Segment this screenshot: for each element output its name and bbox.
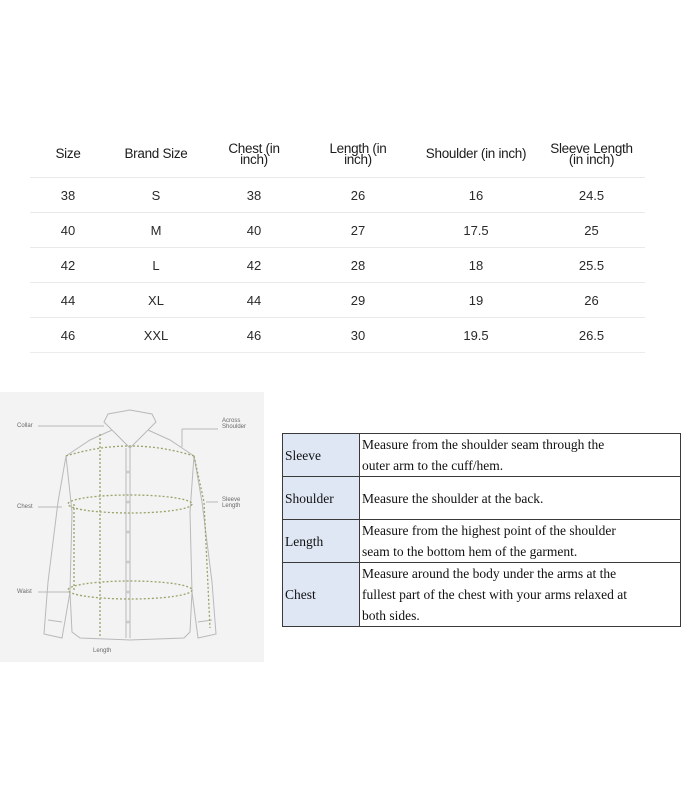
table-cell: 26 — [302, 178, 414, 213]
table-row — [283, 477, 681, 520]
header-chest: Chest (in inch) — [228, 140, 280, 167]
table-cell: 17.5 — [414, 213, 538, 248]
table-row — [30, 178, 645, 213]
table-cell: 29 — [302, 283, 414, 318]
table-cell: 24.5 — [538, 178, 645, 213]
size-chart-header-row — [30, 130, 645, 178]
table-cell: 38 — [30, 178, 106, 213]
measure-key: Sleeve — [283, 434, 360, 477]
header-size: Size — [55, 146, 81, 161]
table-cell: 38 — [206, 178, 302, 213]
table-row — [30, 318, 645, 353]
label-length: Length — [93, 648, 112, 654]
header-brand-size: Brand Size — [124, 146, 188, 161]
table-cell: 27 — [302, 213, 414, 248]
table-row — [30, 213, 645, 248]
measure-description: Measure from the highest point of the shoulder seam to the bottom hem of the garment. — [360, 520, 681, 563]
table-row — [283, 563, 681, 627]
table-cell: 19.5 — [414, 318, 538, 353]
measurement-guide-table — [282, 433, 681, 627]
table-cell: XXL — [106, 318, 206, 353]
table-row — [30, 248, 645, 283]
header-length: Length (in inch) — [329, 140, 387, 167]
measure-description: Measure around the body under the arms at the fullest part of the chest with your arms relaxed at both sides. — [360, 563, 681, 627]
table-row — [283, 434, 681, 477]
table-cell: 42 — [30, 248, 106, 283]
table-cell: XL — [106, 283, 206, 318]
table-row — [30, 283, 645, 318]
header-shoulder: Shoulder (in inch) — [425, 146, 527, 161]
table-cell: 28 — [302, 248, 414, 283]
measure-key: Chest — [283, 563, 360, 627]
table-row — [283, 520, 681, 563]
header-sleeve-length: Sleeve Length (in inch) — [550, 140, 633, 167]
table-cell: 40 — [206, 213, 302, 248]
table-cell: 42 — [206, 248, 302, 283]
measure-description: Measure the shoulder at the back. — [360, 477, 681, 520]
table-cell: 18 — [414, 248, 538, 283]
table-cell: 44 — [30, 283, 106, 318]
table-cell: 19 — [414, 283, 538, 318]
table-cell: 25 — [538, 213, 645, 248]
table-cell: 44 — [206, 283, 302, 318]
table-cell: 25.5 — [538, 248, 645, 283]
label-collar: Collar — [17, 423, 33, 429]
label-sleeve-length: Sleeve Length — [222, 497, 241, 509]
label-waist: Waist — [17, 589, 32, 595]
measure-description: Measure from the shoulder seam through the outer arm to the cuff/hem. — [360, 434, 681, 477]
table-cell: 46 — [30, 318, 106, 353]
shirt-measurement-diagram — [0, 392, 264, 662]
measure-key: Shoulder — [283, 477, 360, 520]
table-cell: L — [106, 248, 206, 283]
table-cell: 46 — [206, 318, 302, 353]
table-cell: M — [106, 213, 206, 248]
table-cell: 16 — [414, 178, 538, 213]
label-across-shoulder: Across Shoulder — [222, 418, 247, 430]
table-cell: 30 — [302, 318, 414, 353]
label-chest: Chest — [17, 504, 33, 510]
shirt-illustration — [0, 392, 264, 662]
table-cell: S — [106, 178, 206, 213]
table-cell: 40 — [30, 213, 106, 248]
measure-key: Length — [283, 520, 360, 563]
table-cell: 26.5 — [538, 318, 645, 353]
size-chart-table — [30, 130, 645, 353]
table-cell: 26 — [538, 283, 645, 318]
